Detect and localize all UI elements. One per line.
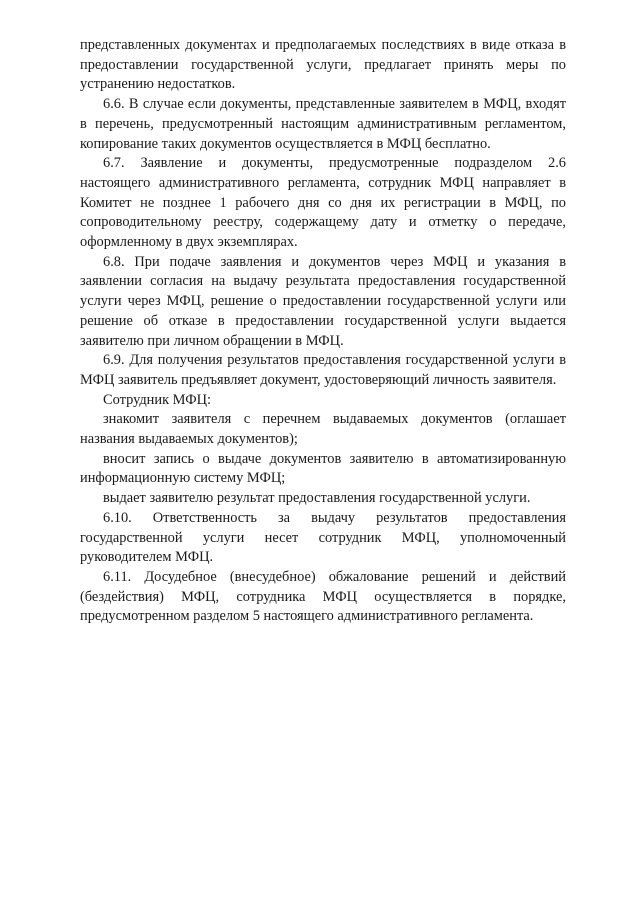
paragraph-issue-result: выдает заявителю результат предоставления государственной услуги. <box>103 490 531 507</box>
paragraph-6-11: 6.11. Досудебное (внесудебное) обжалование решений и действий (бездействия) МФЦ, сотрудника МФЦ осуществляется в порядке, предусмотренном разделом 5 настоящего административного регламента. <box>80 568 566 625</box>
paragraph-record-entry: вносит запись о выдаче документов заявителю в автоматизированную информационную систему МФЦ; <box>80 450 566 487</box>
document-body <box>80 36 566 627</box>
paragraph-6-9: 6.9. Для получения результатов предоставления государственной услуги в МФЦ заявитель предъявляет документ, удостоверяющий личность заявителя. <box>80 352 566 388</box>
paragraph-6-8: 6.8. При подаче заявления и документов через МФЦ и указания в заявлении согласия на выдачу результата предоставления государственной услуги через МФЦ, решение о предоставлении государственной услуги или решение об отказе в предоставлении государственной услуги выдается заявителю при личном обращении в МФЦ. <box>80 253 566 349</box>
paragraph-mfc-employee: Сотрудник МФЦ: <box>103 391 212 408</box>
paragraph-continuation: представленных документах и предполагаемых последствиях в виде отказа в предоставлении государственной услуги, предлагает принять меры по устранению недостатков. <box>80 37 566 93</box>
paragraph-familiarize: знакомит заявителя с перечнем выдаваемых документов (оглашает названия выдаваемых документов); <box>80 411 566 448</box>
paragraph-6-7: 6.7. Заявление и документы, предусмотренные подразделом 2.6 настоящего административного регламента, сотрудник МФЦ направляет в Комитет не позднее 1 рабочего дня со дня их регистрации в МФЦ, по сопроводительному реестру, содержащему дату и отметку о передаче, оформленному в двух экземплярах. <box>80 155 566 251</box>
paragraph-6-10: 6.10. Ответственность за выдачу результатов предоставления государственной услуги несет сотрудник МФЦ, уполномоченный руководителем МФЦ. <box>80 509 566 566</box>
paragraph-6-6: 6.6. В случае если документы, представленные заявителем в МФЦ, входят в перечень, предусмотренный настоящим административным регламентом, копирование таких документов осуществляется в МФЦ бесплатно. <box>80 96 566 152</box>
